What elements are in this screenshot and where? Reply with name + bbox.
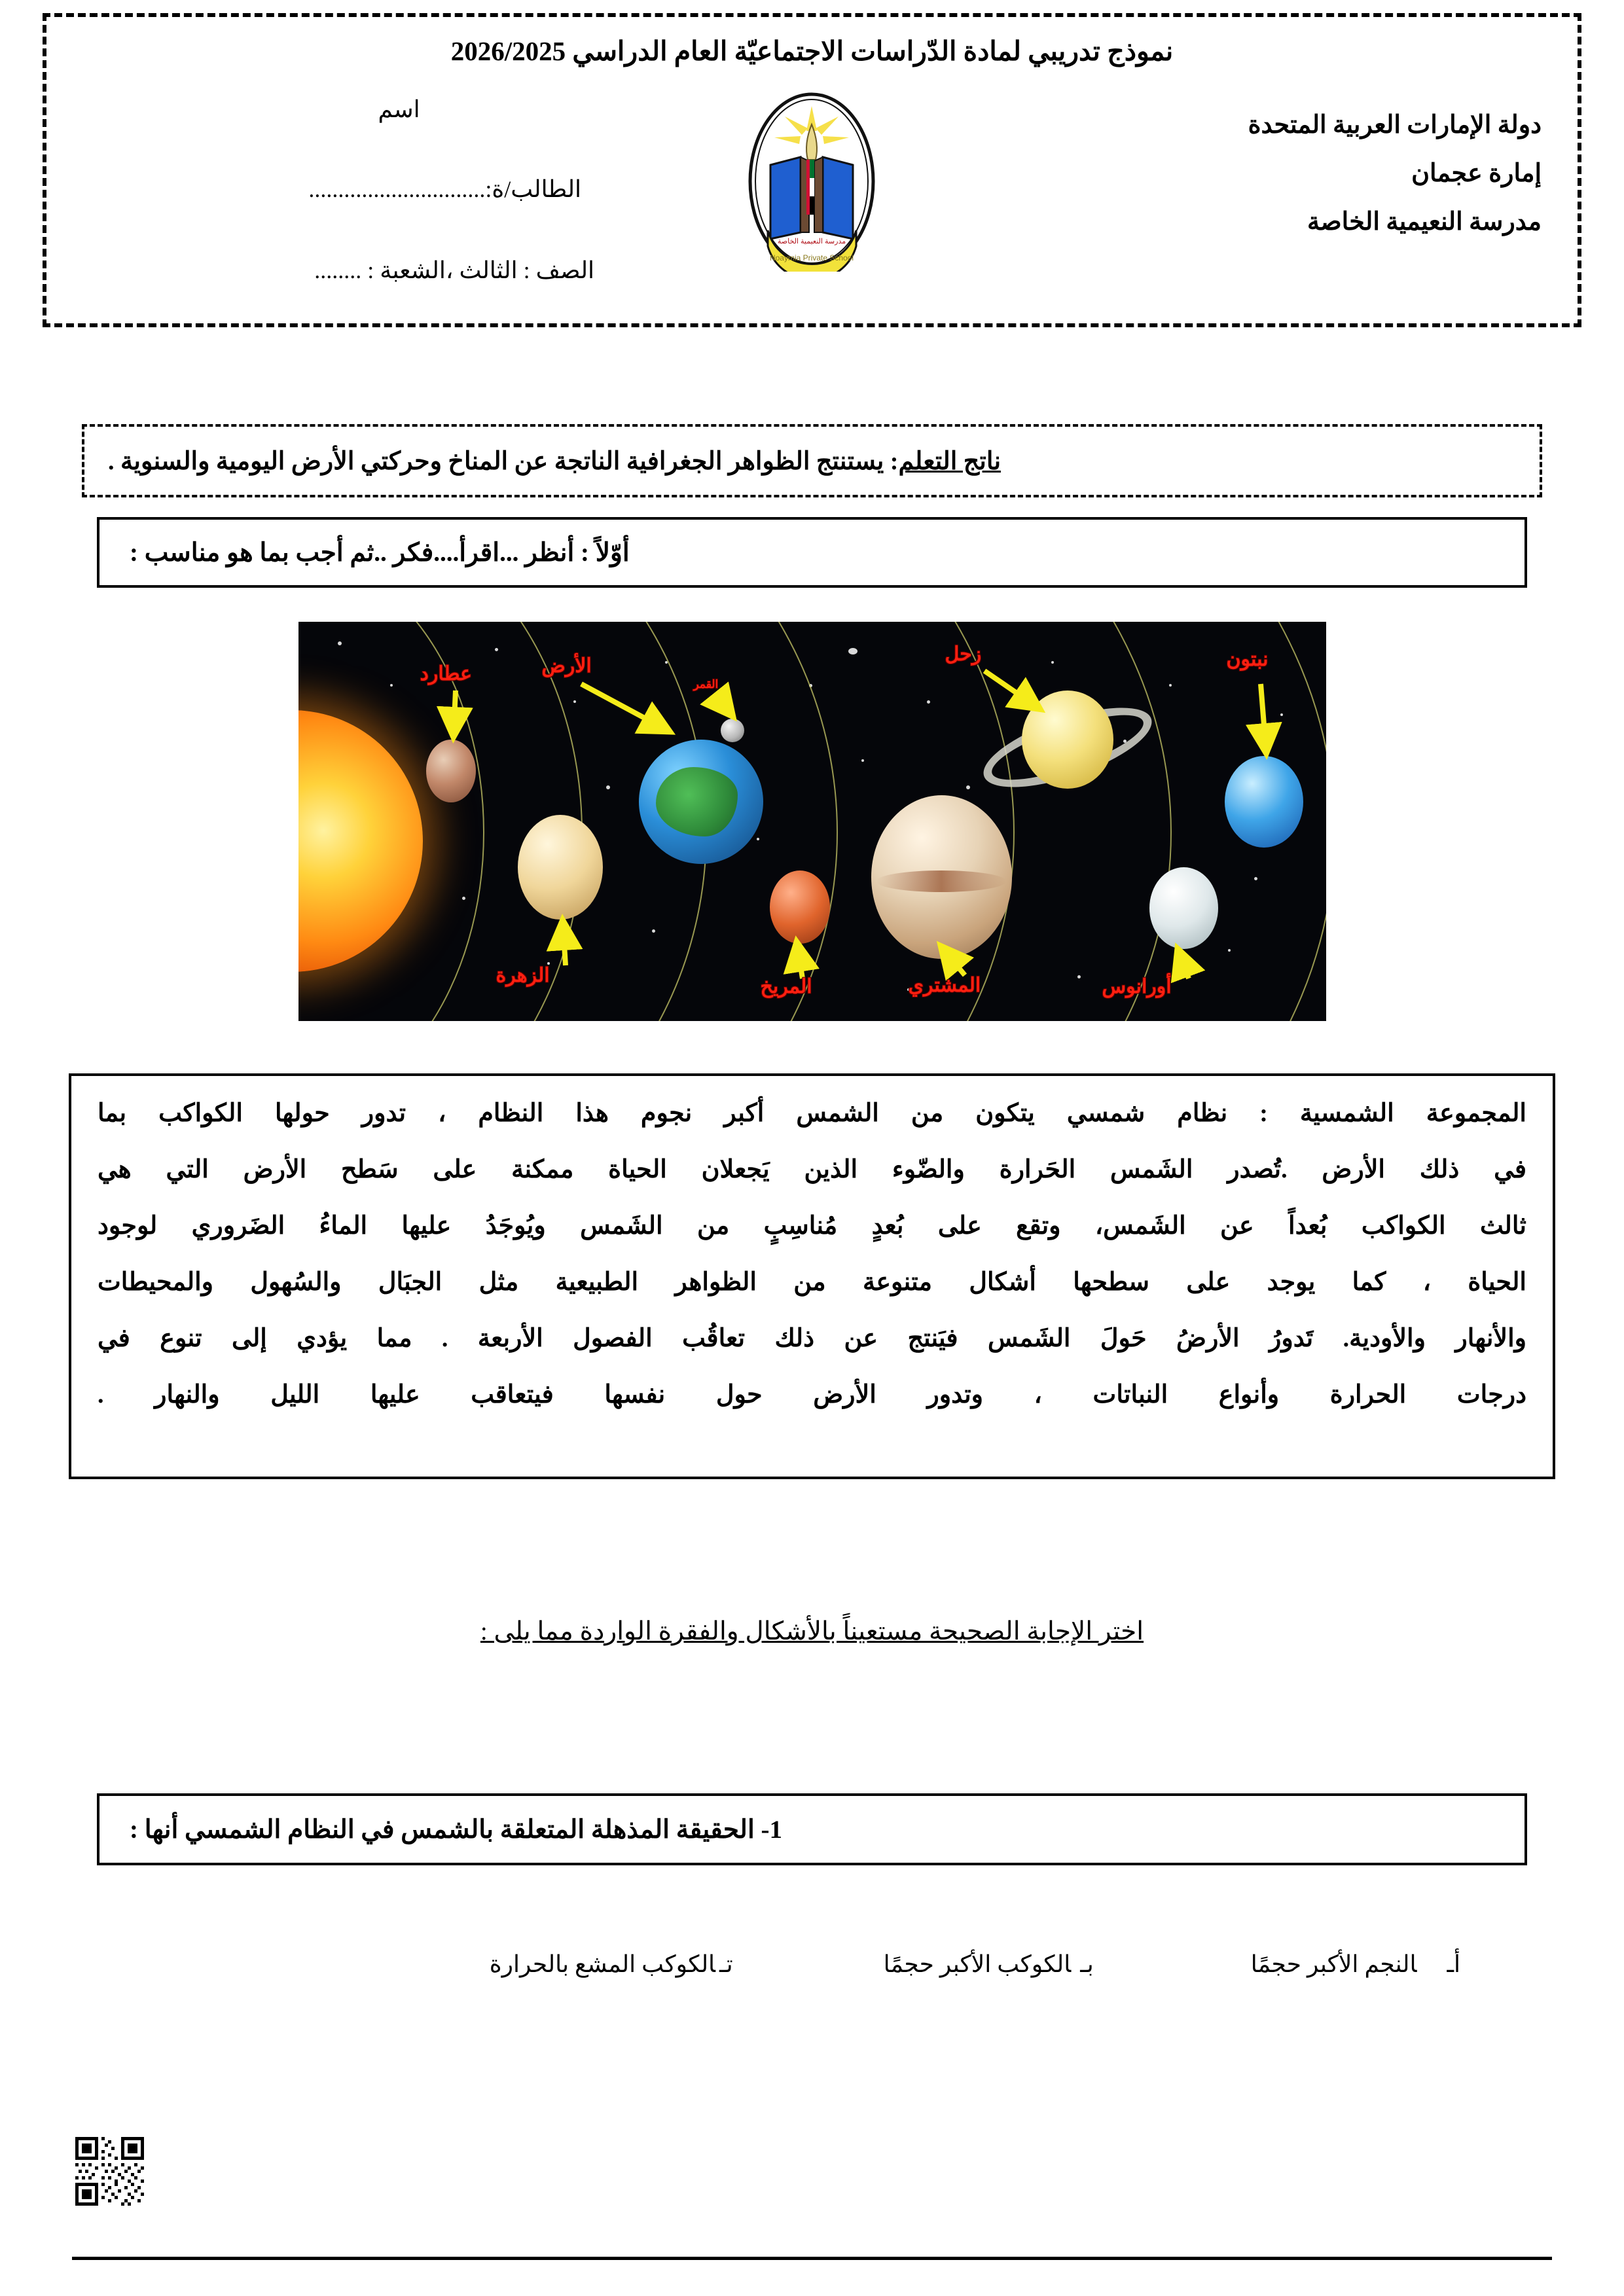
student-fields-block <box>46 89 598 284</box>
page-title: نموذج تدريبي لمادة الدّراسات الاجتماعيّة العام الدراسي 2026/2025 <box>450 36 1174 66</box>
option-c[interactable] <box>490 1950 733 1978</box>
paragraph-line: في ذلك الأرض .تُصدر الشَمس الحَرارة والضّوء الذين يَجعلان الحياة ممكنة على سَطح الأرض التي هي <box>98 1156 1526 1183</box>
learning-outcome-text <box>108 446 1001 476</box>
option-b-text: الكوكب الأكبر حجمًا <box>883 1951 1072 1977</box>
option-b-label: بـ <box>1080 1951 1094 1977</box>
learning-outcome-body: : يستنتج الظواهر الجغرافية الناتجة عن المناخ وحركتي الأرض اليومية والسنوية . <box>108 447 899 475</box>
paragraph-line: المجموعة الشمسية : نظام شمسي يتكون من الشمس أكبر نجوم هذا النظام ، تدور حولها الكواكب بما <box>98 1100 1526 1127</box>
option-b[interactable] <box>884 1950 1094 1978</box>
option-c-label: تـ <box>719 1951 733 1977</box>
learning-outcome-box <box>82 424 1542 497</box>
planet-label-venus: الزهرة <box>496 965 550 986</box>
planet-label-neptune: نبتون <box>1226 649 1269 670</box>
class-section-field[interactable]: الصف : الثالث ،الشعبة : ........ <box>314 257 595 283</box>
question-1-box <box>97 1793 1527 1865</box>
paragraph-line: درجات الحرارة وأنواع النباتات ، وتدور الأرض حول نفسها فيتعاقب عليها الليل والنهار . <box>98 1381 1526 1408</box>
instruction-text: أوّلاً : أنظر ...اقرأ....فكر ..ثم أجب بما هو مناسب : <box>130 538 630 567</box>
student-name-field[interactable]: الطالب/ة:.............................. <box>308 176 582 202</box>
school-logo-container <box>598 89 1026 272</box>
planet-label-mars: المريخ <box>760 976 812 997</box>
solar-system-figure <box>298 622 1326 1021</box>
paragraph-line: ثالث الكواكب بُعداً عن الشَمس، وتقع على بُعدٍ مُناسِبٍ من الشَمس ويُوجَدُ عليها الماءُ الضَروري لوجود <box>98 1212 1526 1240</box>
school-label: مدرسة النعيمية الخاصة <box>1307 208 1542 236</box>
institution-block <box>1026 89 1578 246</box>
planet-label-saturn: زحل <box>945 643 982 665</box>
planet-label-mercury: عطارد <box>420 663 472 685</box>
qr-code <box>75 2137 144 2206</box>
reading-paragraph-box <box>69 1073 1555 1479</box>
paragraph-line: والأنهار والأودية. تَدورُ الأرضُ حَولَ الشَمس فيَنتج عن ذلك تعاقُب الفصول الأربعة . مما يؤدي إلى تنوع في <box>98 1325 1526 1352</box>
planet-label-moon: القمر <box>693 678 719 691</box>
solar-system-figure-wrapper <box>0 622 1624 1021</box>
footer-divider <box>72 2257 1552 2260</box>
paragraph-line: الحياة ، كما يوجد على سطحها أشكال متنوعة من الظواهر الطبيعية مثل الجبَال والسُهول والمحيطات <box>98 1268 1526 1296</box>
option-a-label: أـ <box>1447 1951 1460 1977</box>
emirate-label: إمارة عجمان <box>1411 160 1542 188</box>
learning-outcome-label: ناتج التعلم <box>898 447 1001 475</box>
logo-school-name-en: Noaymia Private School <box>769 253 854 262</box>
instruction-box <box>97 517 1527 588</box>
header-columns <box>46 89 1578 323</box>
planet-label-uranus: أورانوس <box>1102 976 1172 997</box>
option-a-text: النجم الأكبر حجمًا <box>1250 1951 1417 1977</box>
header-identification-box <box>43 13 1581 327</box>
planet-label-earth: الأرض <box>541 655 592 677</box>
planet-label-jupiter: المشتري <box>908 975 981 996</box>
choose-answer-instruction: اختر الإجابة الصحيحة مستعيناً بالأشكال والفقرة الواردة مما يلى : <box>480 1617 1144 1645</box>
question-1-text: 1- الحقيقة المذهلة المتعلقة بالشمس في النظام الشمسي أنها : <box>130 1815 783 1844</box>
school-logo <box>742 92 882 272</box>
logo-school-name-ar: مدرسة النعيمية الخاصة <box>777 238 846 245</box>
option-a[interactable] <box>1251 1950 1460 1978</box>
student-name-heading: اسم <box>378 96 420 122</box>
country-label: دولة الإمارات العربية المتحدة <box>1248 111 1542 139</box>
option-c-text: الكوكب المشع بالحرارة <box>489 1951 716 1977</box>
question-1-options <box>98 1950 1526 1978</box>
